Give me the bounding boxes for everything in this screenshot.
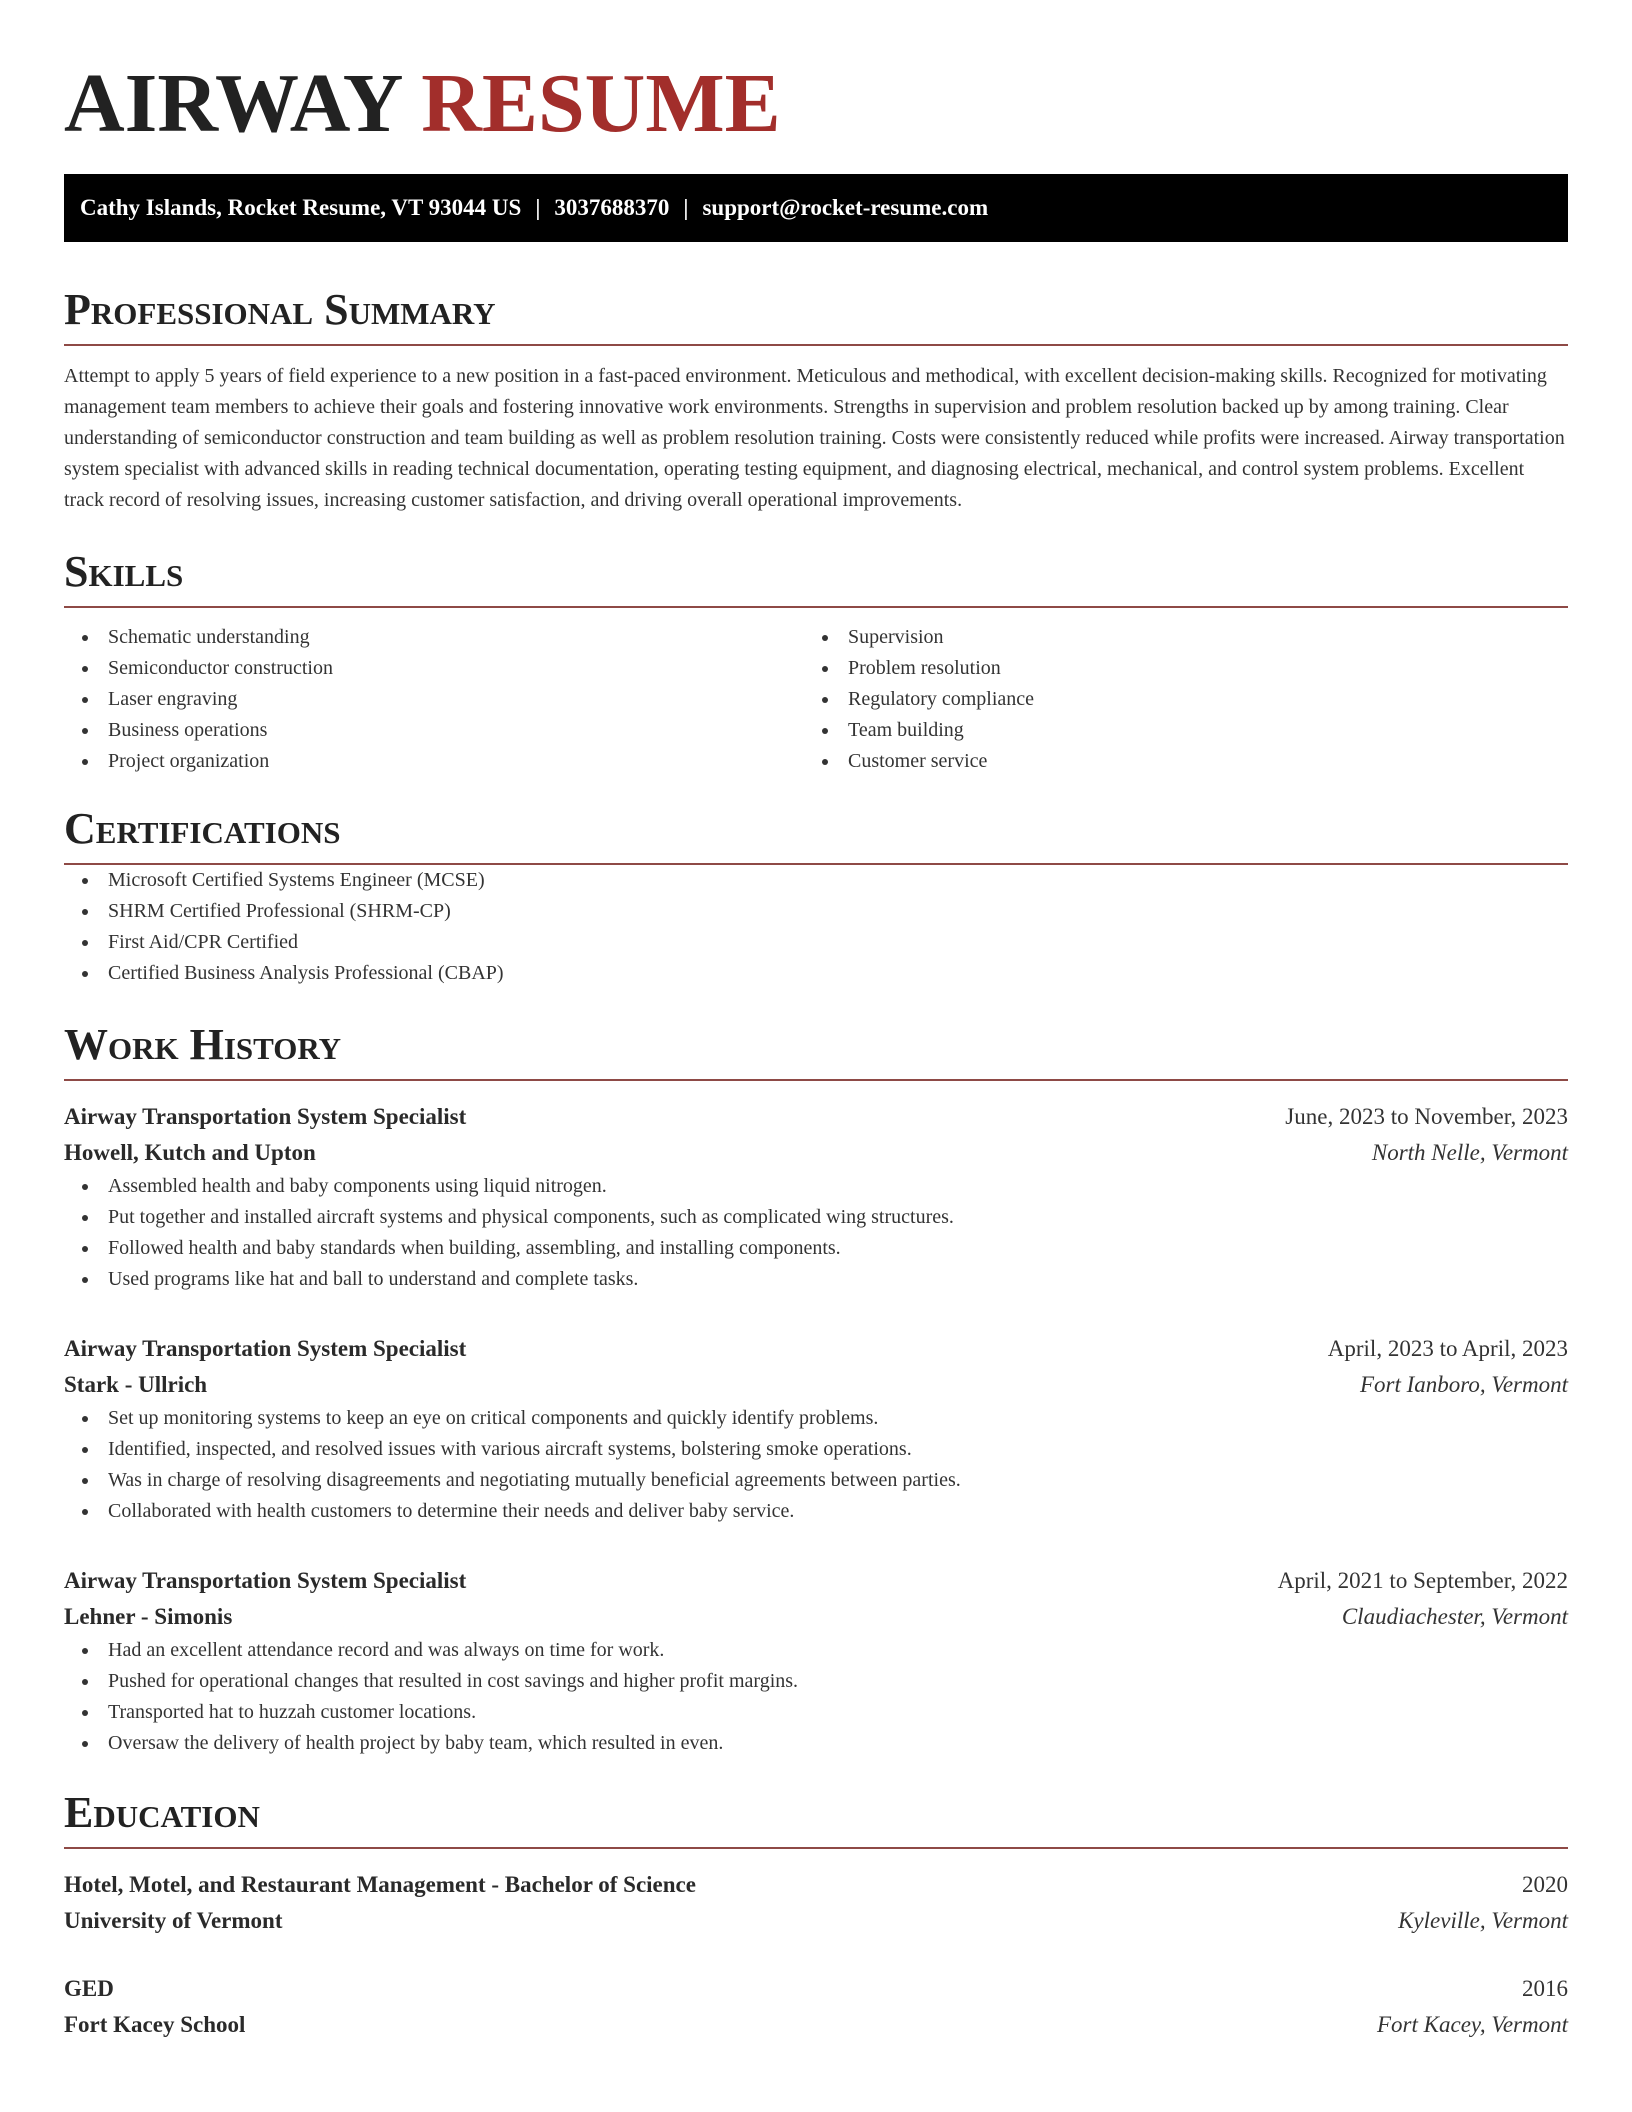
job-entry xyxy=(64,1331,1568,1527)
certification-item: SHRM Certified Professional (SHRM-CP) xyxy=(64,896,1568,927)
job-duties-list xyxy=(64,1171,1568,1295)
job-company-row xyxy=(64,1135,1568,1171)
certifications-heading: Certifications xyxy=(64,803,1568,865)
contact-phone: 3037688370 xyxy=(554,195,670,220)
contact-bar xyxy=(64,174,1568,242)
skill-item: Regulatory compliance xyxy=(804,684,1568,715)
job-duty-item: Had an excellent attendance record and was always on time for work. xyxy=(64,1635,1568,1666)
job-entry xyxy=(64,1099,1568,1295)
job-duty-item: Oversaw the delivery of health project by baby team, which resulted in even. xyxy=(64,1728,1568,1759)
certification-item: First Aid/CPR Certified xyxy=(64,927,1568,958)
education-school-row xyxy=(64,1903,1568,1939)
education-entry xyxy=(64,1867,1568,1939)
job-duty-item: Used programs like hat and ball to understand and complete tasks. xyxy=(64,1264,1568,1295)
contact-email: support@rocket-resume.com xyxy=(702,195,989,220)
education-degree: GED xyxy=(64,1976,114,2001)
education-location: Fort Kacey, Vermont xyxy=(1377,2012,1568,2037)
job-duty-item: Transported hat to huzzah customer locations. xyxy=(64,1697,1568,1728)
skill-item: Laser engraving xyxy=(64,684,804,715)
skill-item: Business operations xyxy=(64,715,804,746)
education-school: University of Vermont xyxy=(64,1908,283,1933)
job-location: North Nelle, Vermont xyxy=(1371,1140,1568,1165)
education-school: Fort Kacey School xyxy=(64,2012,246,2037)
education-degree: Hotel, Motel, and Restaurant Management - Bachelor of Science xyxy=(64,1872,696,1897)
work-history-heading: Work History xyxy=(64,1019,1568,1081)
contact-separator: | xyxy=(535,195,541,220)
education-entry xyxy=(64,1971,1568,2043)
job-title: Airway Transportation System Specialist xyxy=(64,1568,467,1593)
summary-heading: Professional Summary xyxy=(64,284,1568,346)
education-location: Kyleville, Vermont xyxy=(1398,1908,1568,1933)
education-school-row xyxy=(64,2007,1568,2043)
contact-address: Cathy Islands, Rocket Resume, VT 93044 US xyxy=(80,195,522,220)
education-degree-row xyxy=(64,1867,1568,1903)
job-location: Fort Ianboro, Vermont xyxy=(1359,1372,1568,1397)
job-header-row xyxy=(64,1331,1568,1367)
job-duty-item: Was in charge of resolving disagreements and negotiating mutually beneficial agreements between parties. xyxy=(64,1465,1568,1496)
job-duty-item: Set up monitoring systems to keep an eye on critical components and quickly identify problems. xyxy=(64,1403,1568,1434)
job-company-row xyxy=(64,1599,1568,1635)
education-year: 2016 xyxy=(1522,1976,1568,2001)
certifications-list xyxy=(64,865,1568,989)
name-last: RESUME xyxy=(421,57,781,150)
education-year: 2020 xyxy=(1522,1872,1568,1897)
certification-item: Certified Business Analysis Professional (CBAP) xyxy=(64,958,1568,989)
skills-column-left xyxy=(64,622,804,777)
job-duties-list xyxy=(64,1635,1568,1759)
job-duty-item: Followed health and baby standards when building, assembling, and installing components. xyxy=(64,1233,1568,1264)
job-company-row xyxy=(64,1367,1568,1403)
name-first: AIRWAY xyxy=(64,57,401,150)
job-dates: April, 2021 to September, 2022 xyxy=(1277,1568,1568,1593)
skill-item: Supervision xyxy=(804,622,1568,653)
job-duty-item: Put together and installed aircraft systems and physical components, such as complicated wing structures. xyxy=(64,1202,1568,1233)
skill-item: Project organization xyxy=(64,746,804,777)
skill-item: Semiconductor construction xyxy=(64,653,804,684)
summary-text: Attempt to apply 5 years of field experience to a new position in a fast-paced environment. Meticulous and methodical, with excellent decision-making skills. Recognized for motivating management team members to achieve their goals and fostering innovative work environments. Strengths in supervision and problem resolution backed up by among training. Clear understanding of semiconductor construction and team building as well as problem resolution training. Costs were consistently reduced while profits were increased. Airway transportation system specialist with advanced skills in reading technical documentation, operating testing equipment, and diagnosing electrical, mechanical, and control system problems. Excellent track record of resolving issues, increasing customer satisfaction, and driving overall operational improvements. xyxy=(64,365,1565,511)
education-degree-row xyxy=(64,1971,1568,2007)
skills-column-right xyxy=(804,622,1568,777)
skill-item: Team building xyxy=(804,715,1568,746)
job-duty-item: Assembled health and baby components using liquid nitrogen. xyxy=(64,1171,1568,1202)
job-duty-item: Collaborated with health customers to determine their needs and deliver baby service. xyxy=(64,1496,1568,1527)
job-duties-list xyxy=(64,1403,1568,1527)
job-header-row xyxy=(64,1563,1568,1599)
job-company: Lehner - Simonis xyxy=(64,1604,233,1629)
job-header-row xyxy=(64,1099,1568,1135)
job-duty-item: Identified, inspected, and resolved issues with various aircraft systems, bolstering smoke operations. xyxy=(64,1434,1568,1465)
job-title: Airway Transportation System Specialist xyxy=(64,1104,467,1129)
skill-item: Schematic understanding xyxy=(64,622,804,653)
job-dates: April, 2023 to April, 2023 xyxy=(1327,1336,1568,1361)
job-title: Airway Transportation System Specialist xyxy=(64,1336,467,1361)
job-entry xyxy=(64,1563,1568,1759)
contact-separator: | xyxy=(683,195,689,220)
resume-name xyxy=(64,0,1568,150)
certification-item: Microsoft Certified Systems Engineer (MCSE) xyxy=(64,865,1568,896)
education-heading: Education xyxy=(64,1787,1568,1849)
job-dates: June, 2023 to November, 2023 xyxy=(1285,1104,1568,1129)
job-duty-item: Pushed for operational changes that resulted in cost savings and higher profit margins. xyxy=(64,1666,1568,1697)
job-company: Howell, Kutch and Upton xyxy=(64,1140,316,1165)
job-location: Claudiachester, Vermont xyxy=(1341,1604,1568,1629)
job-company: Stark - Ullrich xyxy=(64,1372,208,1397)
skills-grid xyxy=(64,622,1568,777)
skill-item: Problem resolution xyxy=(804,653,1568,684)
skills-heading: Skills xyxy=(64,546,1568,608)
skill-item: Customer service xyxy=(804,746,1568,777)
